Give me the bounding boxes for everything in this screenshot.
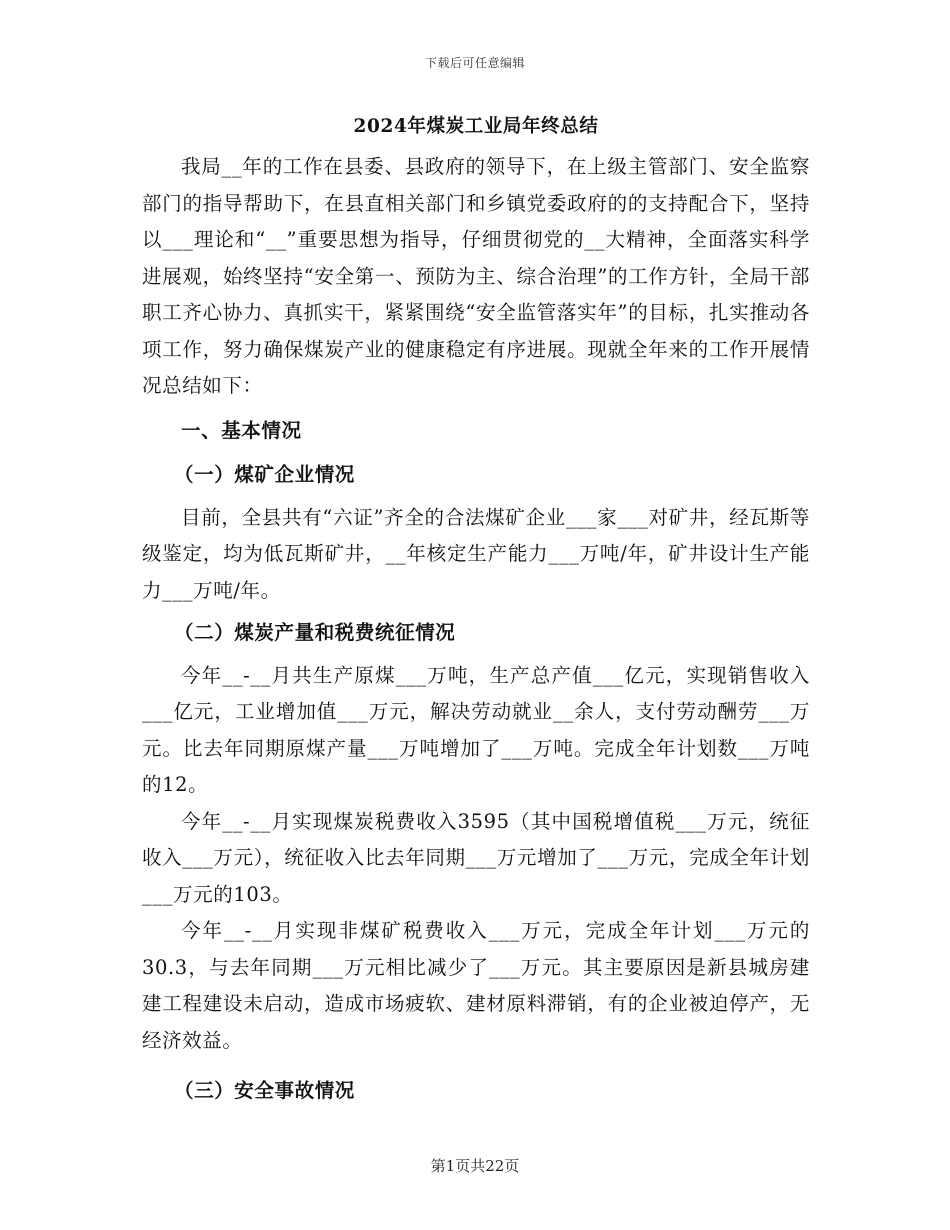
- paragraph-coal-output: 今年__-__月共生产原煤___万吨，生产总产值___亿元，实现销售收入___亿元，工业增加值___万元，解决劳动就业__余人，支付劳动酬劳___万元。比去年同期原煤产量___万吨增加了___万吨。完成全年计划数___万吨的12。: [142, 663, 810, 796]
- page-header-note: 下载后可任意编辑: [424, 56, 525, 70]
- paragraph-coal-enterprises: 目前，全县共有“六证”齐全的合法煤矿企业___家___对矿井，经瓦斯等级鉴定，均为低瓦斯矿井，__年核定生产能力___万吨/年，矿井设计生产能力___万吨/年。: [142, 505, 810, 602]
- subheading-coal-enterprises: （一）煤矿企业情况: [174, 463, 355, 486]
- document-body: [142, 114, 810, 1116]
- section-heading-basic-situation: 一、基本情况: [181, 418, 302, 442]
- document-title: 2024年煤炭工业局年终总结: [353, 116, 599, 137]
- page-number-footer: 第1页共22页: [430, 1157, 520, 1175]
- intro-paragraph: 我局__年的工作在县委、县政府的领导下，在上级主管部门、安全监察部门的指导帮助下，在县直相关部门和乡镇党委政府的的支持配合下，坚持以___理论和“__”重要思想为指导，仔细贯彻党的__大精神，全面落实科学进展观，始终坚持“安全第一、预防为主、综合治理”的工作方针，全局干部职工齐心协力、真抓实干，紧紧围绕“安全监管落实年”的目标，扎实推动各项工作，努力确保煤炭产业的健康稳定有序进展。现就全年来的工作开展情况总结如下：: [142, 155, 810, 397]
- paragraph-non-coal-tax-revenue: 今年__-__月实现非煤矿税费收入___万元，完成全年计划___万元的30.3，与去年同期___万元相比减少了___万元。其主要原因是新县城房建建工程建设未启动，造成市场疲软、建材原料滞销，有的企业被迫停产，无经济效益。: [142, 919, 810, 1052]
- subheading-safety-accidents: （三）安全事故情况: [174, 1079, 355, 1102]
- spacer: [142, 1059, 810, 1067]
- paragraph-coal-tax-revenue: 今年__-__月实现煤炭税费收入3595（其中国税增值税___万元，统征收入___万元），统征收入比去年同期___万元增加了___万元，完成全年计划___万元的103。: [142, 809, 810, 906]
- subheading-output-and-taxes: （二）煤炭产量和税费统征情况: [174, 621, 456, 644]
